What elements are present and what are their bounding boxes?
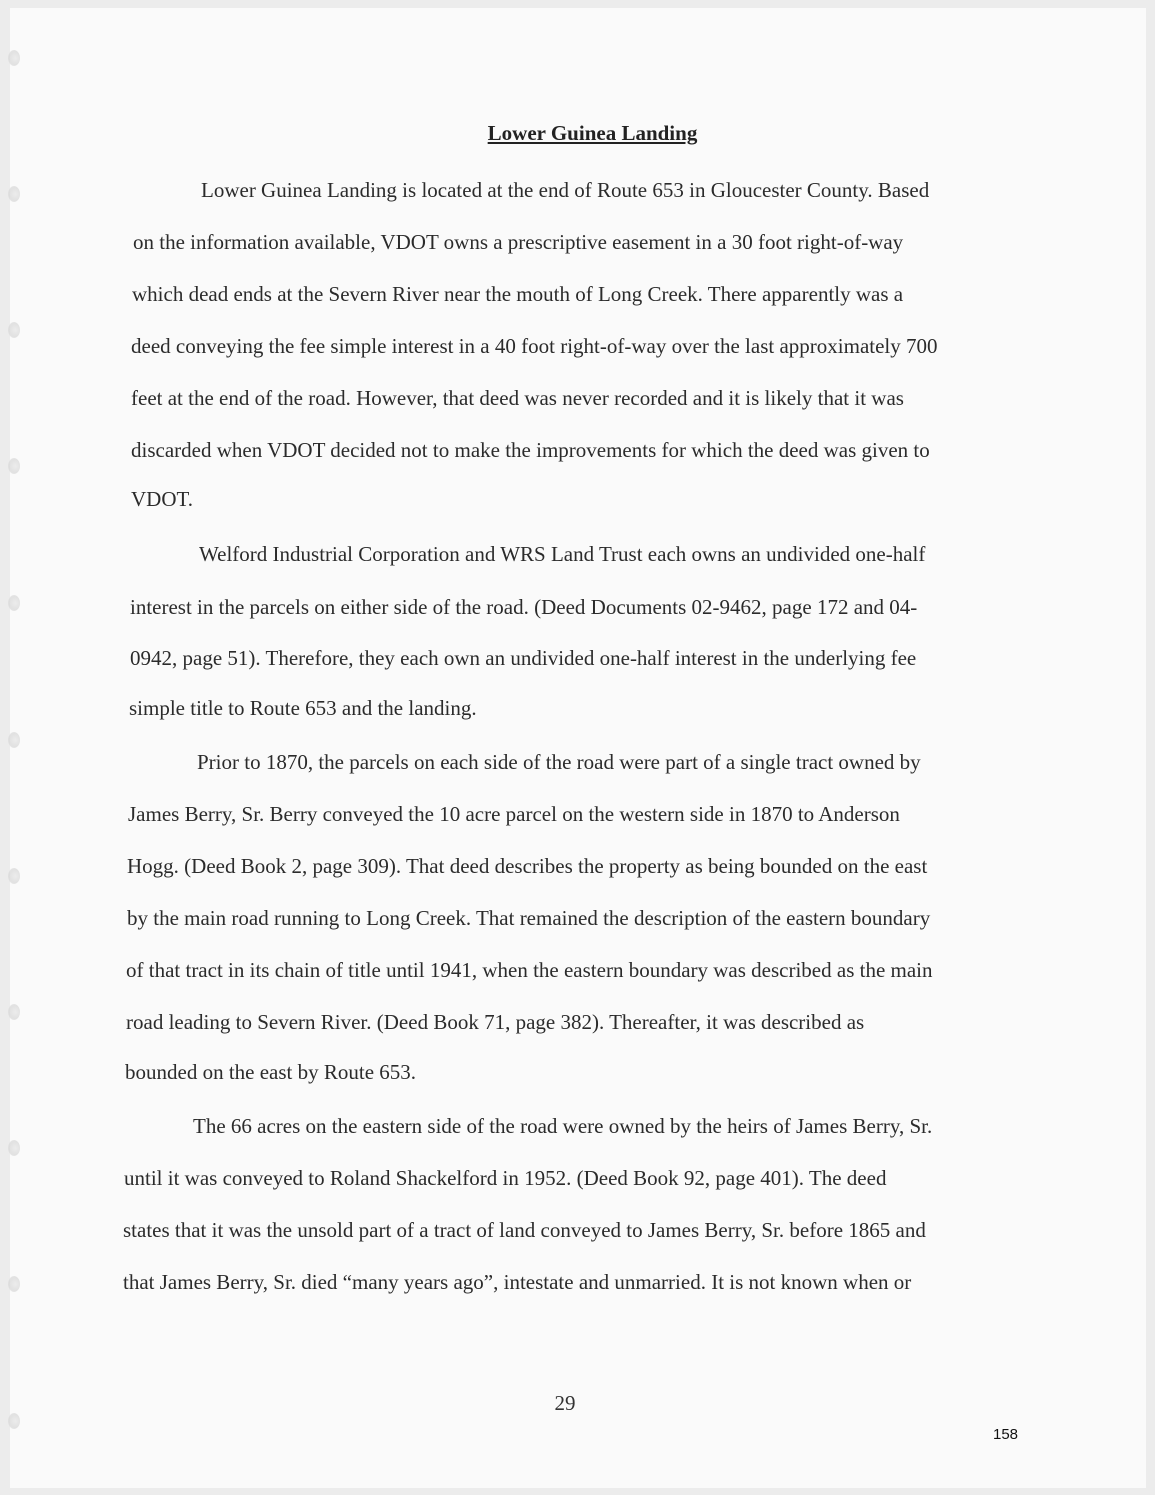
body-line: until it was conveyed to Roland Shackelford in 1952. (Deed Book 92, page 401). The deed bbox=[124, 1166, 887, 1190]
body-line: Prior to 1870, the parcels on each side of the road were part of a single tract owned by bbox=[197, 750, 921, 774]
body-line: 0942, page 51). Therefore, they each own an undivided one-half interest in the underlying fee bbox=[130, 646, 917, 670]
page-number: 29 bbox=[554, 1391, 576, 1415]
body-line: James Berry, Sr. Berry conveyed the 10 acre parcel on the western side in 1870 to Anderson bbox=[128, 802, 900, 826]
body-line: feet at the end of the road. However, that deed was never recorded and it is likely that it was bbox=[131, 386, 904, 410]
binder-hole bbox=[8, 595, 20, 611]
binder-holes bbox=[0, 0, 30, 1495]
binder-hole bbox=[8, 186, 20, 202]
binder-hole bbox=[8, 1140, 20, 1156]
binder-hole bbox=[8, 868, 20, 884]
binder-hole bbox=[8, 50, 20, 66]
body-line: VDOT. bbox=[131, 487, 194, 511]
body-line: discarded when VDOT decided not to make the improvements for which the deed was given to bbox=[131, 438, 930, 462]
binder-hole bbox=[8, 1276, 20, 1292]
body-line: The 66 acres on the eastern side of the road were owned by the heirs of James Berry, Sr. bbox=[193, 1114, 933, 1138]
bates-stamp-number: 158 bbox=[993, 1426, 1019, 1443]
body-line: Welford Industrial Corporation and WRS Land Trust each owns an undivided one-half bbox=[199, 542, 926, 566]
body-line: deed conveying the fee simple interest in a 40 foot right-of-way over the last approximately 700 bbox=[131, 334, 938, 358]
binder-hole bbox=[8, 458, 20, 474]
body-line: on the information available, VDOT owns a prescriptive easement in a 30 foot right-of-way bbox=[133, 230, 904, 254]
body-line: which dead ends at the Severn River near the mouth of Long Creek. There apparently was a bbox=[132, 282, 904, 306]
body-line: interest in the parcels on either side of the road. (Deed Documents 02-9462, page 172 and 04- bbox=[130, 595, 918, 619]
body-line: states that it was the unsold part of a tract of land conveyed to James Berry, Sr. before 1865 and bbox=[123, 1218, 926, 1242]
body-line: Lower Guinea Landing is located at the end of Route 653 in Gloucester County. Based bbox=[201, 178, 930, 202]
body-line: by the main road running to Long Creek. That remained the description of the eastern boundary bbox=[127, 906, 931, 930]
body-line: simple title to Route 653 and the landing. bbox=[129, 696, 477, 720]
body-line: of that tract in its chain of title until 1941, when the eastern boundary was described as the main bbox=[126, 958, 933, 982]
body-line: that James Berry, Sr. died “many years ago”, intestate and unmarried. It is not known when or bbox=[123, 1270, 912, 1294]
body-line: Hogg. (Deed Book 2, page 309). That deed describes the property as being bounded on the east bbox=[127, 854, 928, 878]
binder-hole bbox=[8, 732, 20, 748]
section-title: Lower Guinea Landing bbox=[487, 121, 698, 145]
body-line: bounded on the east by Route 653. bbox=[125, 1060, 417, 1084]
body-line: road leading to Severn River. (Deed Book 71, page 382). Thereafter, it was described as bbox=[126, 1010, 865, 1034]
binder-hole bbox=[8, 322, 20, 338]
binder-hole bbox=[8, 1004, 20, 1020]
